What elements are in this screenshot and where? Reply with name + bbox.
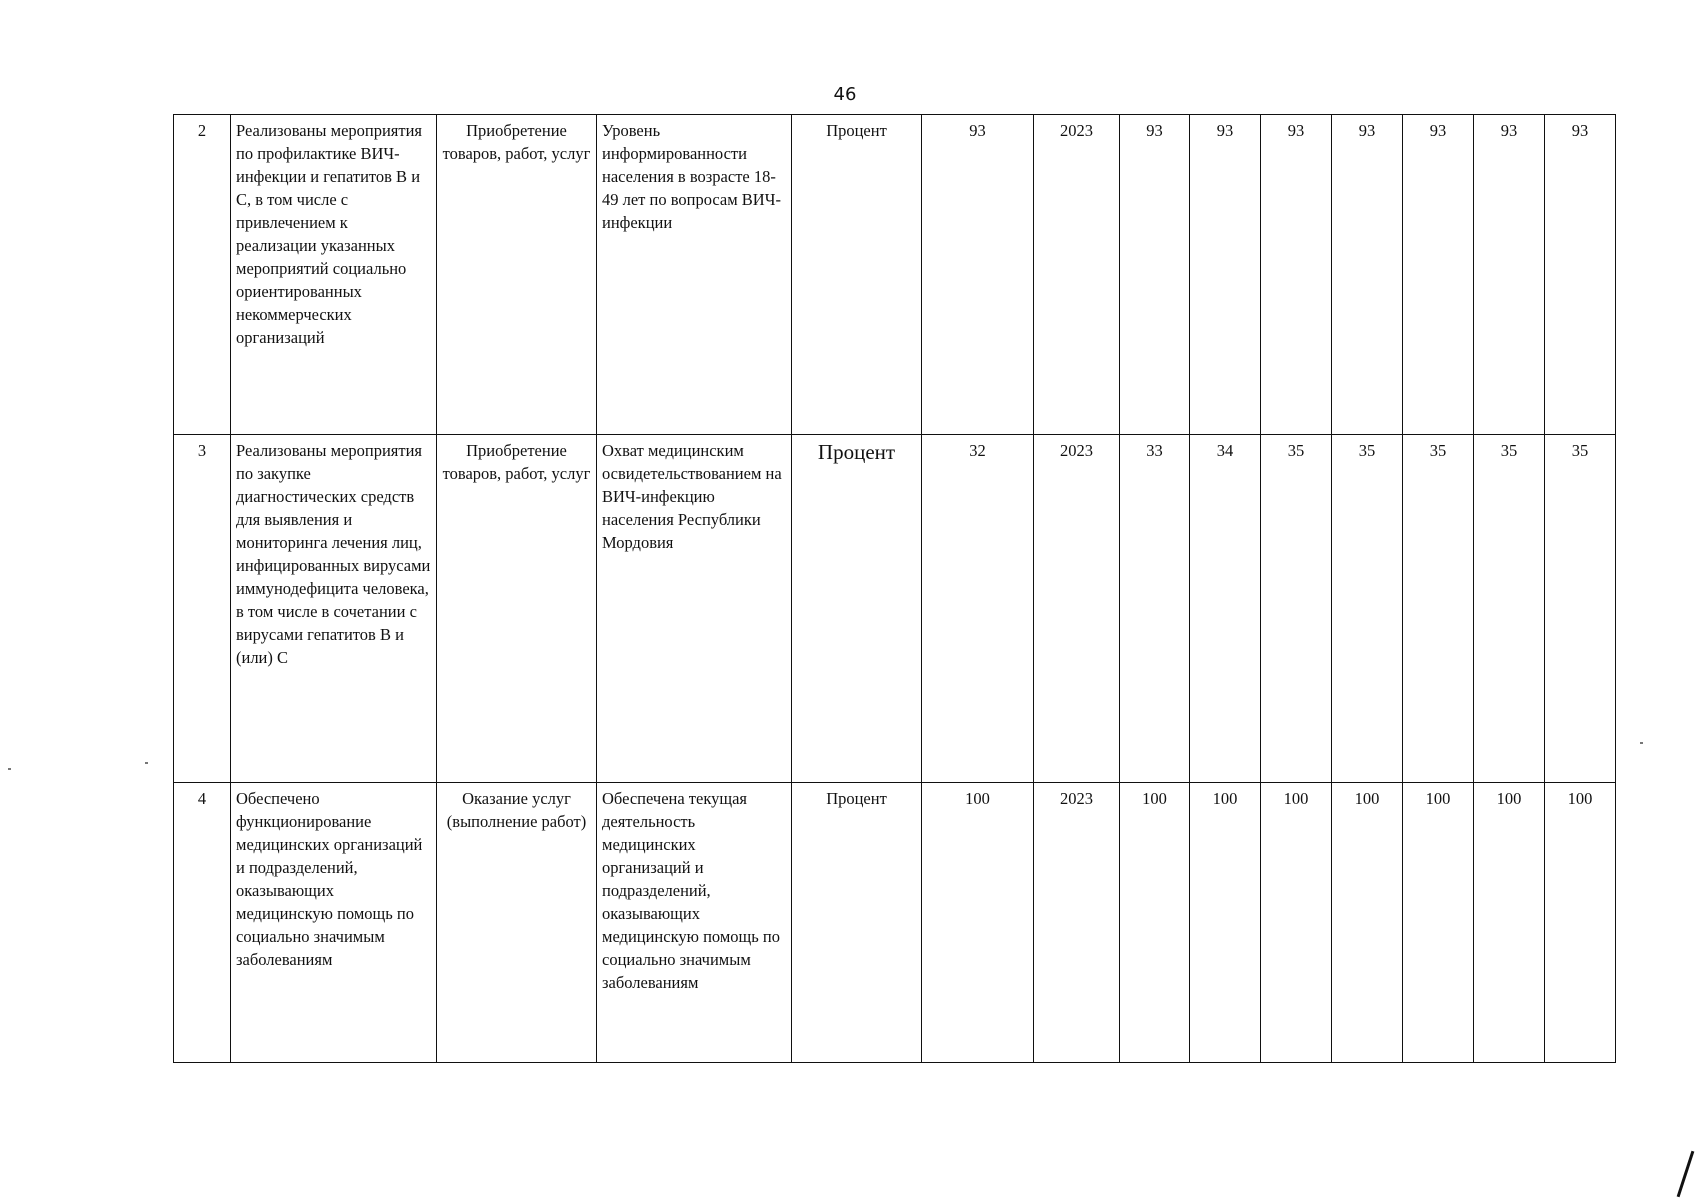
- base-value: 32: [922, 435, 1034, 783]
- base-value: 93: [922, 115, 1034, 435]
- year-value: 100: [1332, 783, 1403, 1063]
- year-value: 93: [1190, 115, 1261, 435]
- year-value: 100: [1261, 783, 1332, 1063]
- year-value: 100: [1120, 783, 1190, 1063]
- indicator-name: Обеспечена текущая деятельность медицинских организаций и подразделений, оказывающих медицинскую помощь по социально значимым заболеваниям: [597, 783, 792, 1063]
- page-number: 46: [833, 84, 857, 105]
- base-value: 100: [922, 783, 1034, 1063]
- year-value: 35: [1474, 435, 1545, 783]
- year-value: 100: [1190, 783, 1261, 1063]
- indicator-name: Уровень информированности населения в возрасте 18-49 лет по вопросам ВИЧ-инфекции: [597, 115, 792, 435]
- unit: Процент: [792, 783, 922, 1063]
- year-value: 35: [1332, 435, 1403, 783]
- scan-edge-mark: [1677, 1151, 1695, 1198]
- year-value: 33: [1120, 435, 1190, 783]
- year-value: 93: [1332, 115, 1403, 435]
- year-value: 93: [1120, 115, 1190, 435]
- table-row: [174, 783, 1616, 1063]
- year-value: 35: [1403, 435, 1474, 783]
- year-value: 93: [1545, 115, 1616, 435]
- year-value: 93: [1403, 115, 1474, 435]
- year-value: 100: [1403, 783, 1474, 1063]
- year-value: 93: [1261, 115, 1332, 435]
- unit: Процент: [792, 435, 922, 783]
- year-value: 35: [1545, 435, 1616, 783]
- year-value: 35: [1261, 435, 1332, 783]
- scan-speck: [8, 768, 11, 770]
- result-name: Реализованы мероприятия по закупке диагностических средств для выявления и мониторинга лечения лиц, инфицированных вирусами иммунодефицита человека, в том числе в сочетании с вирусами гепатитов В и (или) С: [231, 435, 437, 783]
- table-row: [174, 115, 1616, 435]
- unit: Процент: [792, 115, 922, 435]
- scan-speck: [145, 762, 148, 764]
- row-number: 3: [174, 435, 231, 783]
- row-number: 4: [174, 783, 231, 1063]
- indicator-name: Охват медицинским освидетельствованием на ВИЧ-инфекцию населения Республики Мордовия: [597, 435, 792, 783]
- year-value: 100: [1545, 783, 1616, 1063]
- result-type: Приобретение товаров, работ, услуг: [437, 115, 597, 435]
- table-row: [174, 435, 1616, 783]
- row-number: 2: [174, 115, 231, 435]
- result-type: Приобретение товаров, работ, услуг: [437, 435, 597, 783]
- base-year: 2023: [1034, 783, 1120, 1063]
- year-value: 100: [1474, 783, 1545, 1063]
- result-name: Реализованы мероприятия по профилактике ВИЧ-инфекции и гепатитов В и С, в том числе с привлечением к реализации указанных мероприятий социально ориентированных некоммерческих организаций: [231, 115, 437, 435]
- scan-speck: [1640, 742, 1643, 744]
- base-year: 2023: [1034, 115, 1120, 435]
- base-year: 2023: [1034, 435, 1120, 783]
- year-value: 93: [1474, 115, 1545, 435]
- indicators-table: [173, 114, 1616, 1063]
- result-type: Оказание услуг (выполнение работ): [437, 783, 597, 1063]
- year-value: 34: [1190, 435, 1261, 783]
- result-name: Обеспечено функционирование медицинских организаций и подразделений, оказывающих медицинскую помощь по социально значимым заболеваниям: [231, 783, 437, 1063]
